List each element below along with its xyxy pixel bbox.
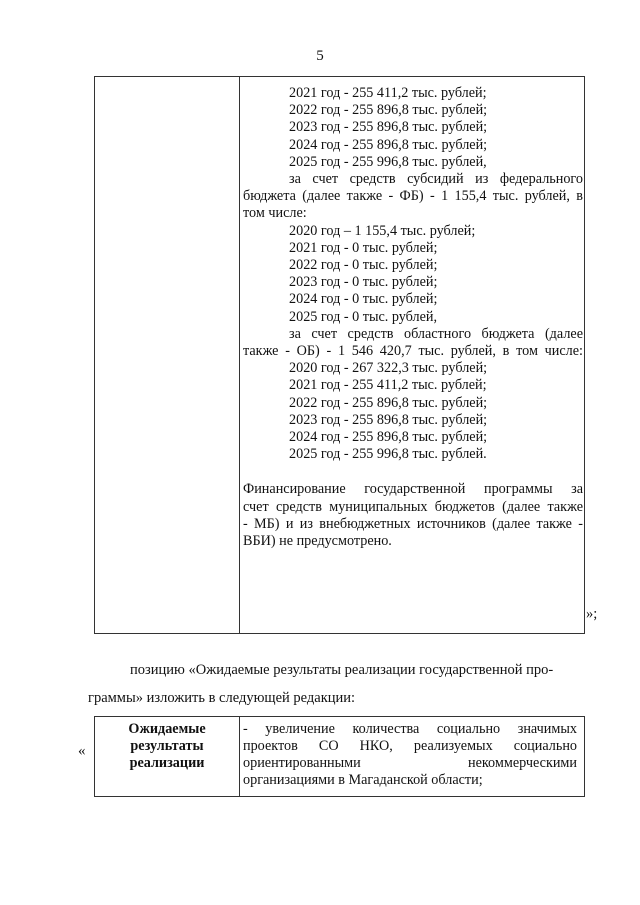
label-line: реализации xyxy=(129,755,205,771)
text-line: том числе: xyxy=(243,205,307,222)
text-line: 2021 год - 255 411,2 тыс. рублей; xyxy=(289,377,487,394)
text-line: 2021 год - 0 тыс. рублей; xyxy=(289,239,438,256)
text-line: за счет средств областного бюджета (далее xyxy=(289,325,583,342)
expected-results-label xyxy=(95,721,239,772)
expected-results-cell xyxy=(243,721,577,789)
page-number: 5 xyxy=(316,48,324,64)
text-line: ВБИ) не предусмотрено. xyxy=(243,533,392,550)
text-line: 2025 год - 255 996,8 тыс. рублей. xyxy=(289,446,487,463)
text-line: Финансирование государственной программы за xyxy=(243,481,583,498)
text-line: 2022 год - 255 896,8 тыс. рублей; xyxy=(289,102,488,119)
opening-quote: « xyxy=(78,743,86,759)
text-line: за счет средств субсидий из федерального xyxy=(289,171,583,188)
instruction-line-2: граммы» изложить в следующей редакции: xyxy=(88,690,356,706)
financing-cell xyxy=(243,85,583,550)
text-line: бюджета (далее также - ФБ) - 1 155,4 тыс. рублей, в xyxy=(243,188,583,205)
text-line: 2023 год - 255 896,8 тыс. рублей; xyxy=(289,411,488,428)
instruction-line-1: позицию «Ожидаемые результаты реализации государственной про- xyxy=(130,662,554,678)
column-divider xyxy=(239,77,240,633)
text-line: 2024 год - 255 896,8 тыс. рублей; xyxy=(289,429,488,446)
text-line: также - ОБ) - 1 546 420,7 тыс. рублей, в том числе: xyxy=(243,343,583,360)
text-line: 2023 год - 255 896,8 тыс. рублей; xyxy=(289,119,488,136)
financing-table xyxy=(94,76,585,634)
text-line: проектов СО НКО, реализуемых социально xyxy=(243,738,577,754)
expected-results-table xyxy=(94,716,585,797)
text-line: 2020 год - 267 322,3 тыс. рублей; xyxy=(289,360,488,377)
closing-quote: »; xyxy=(586,606,598,622)
text-line: 2023 год - 0 тыс. рублей; xyxy=(289,274,438,291)
text-line: - увеличение количества социально значимых xyxy=(243,721,577,737)
label-line: Ожидаемые xyxy=(128,721,206,737)
text-line: 2022 год - 0 тыс. рублей; xyxy=(289,257,438,274)
text-line: 2024 год - 255 896,8 тыс. рублей; xyxy=(289,136,488,153)
text-line: 2025 год - 255 996,8 тыс. рублей, xyxy=(289,153,487,170)
text-line: 2024 год - 0 тыс. рублей; xyxy=(289,291,438,308)
text-line: 2021 год - 255 411,2 тыс. рублей; xyxy=(289,85,487,101)
text-line: организациями в Магаданской области; xyxy=(243,772,483,788)
text-line: ориентированными некоммерческими xyxy=(243,755,577,771)
column-divider xyxy=(239,717,240,796)
text-line: счет средств муниципальных бюджетов (далее также xyxy=(243,498,583,515)
text-line: 2020 год – 1 155,4 тыс. рублей; xyxy=(289,222,476,239)
label-line: результаты xyxy=(130,738,204,754)
text-line: - МБ) и из внебюджетных источников (далее также - xyxy=(243,515,583,532)
text-line: 2022 год - 255 896,8 тыс. рублей; xyxy=(289,394,488,411)
text-line: 2025 год - 0 тыс. рублей, xyxy=(289,308,438,325)
